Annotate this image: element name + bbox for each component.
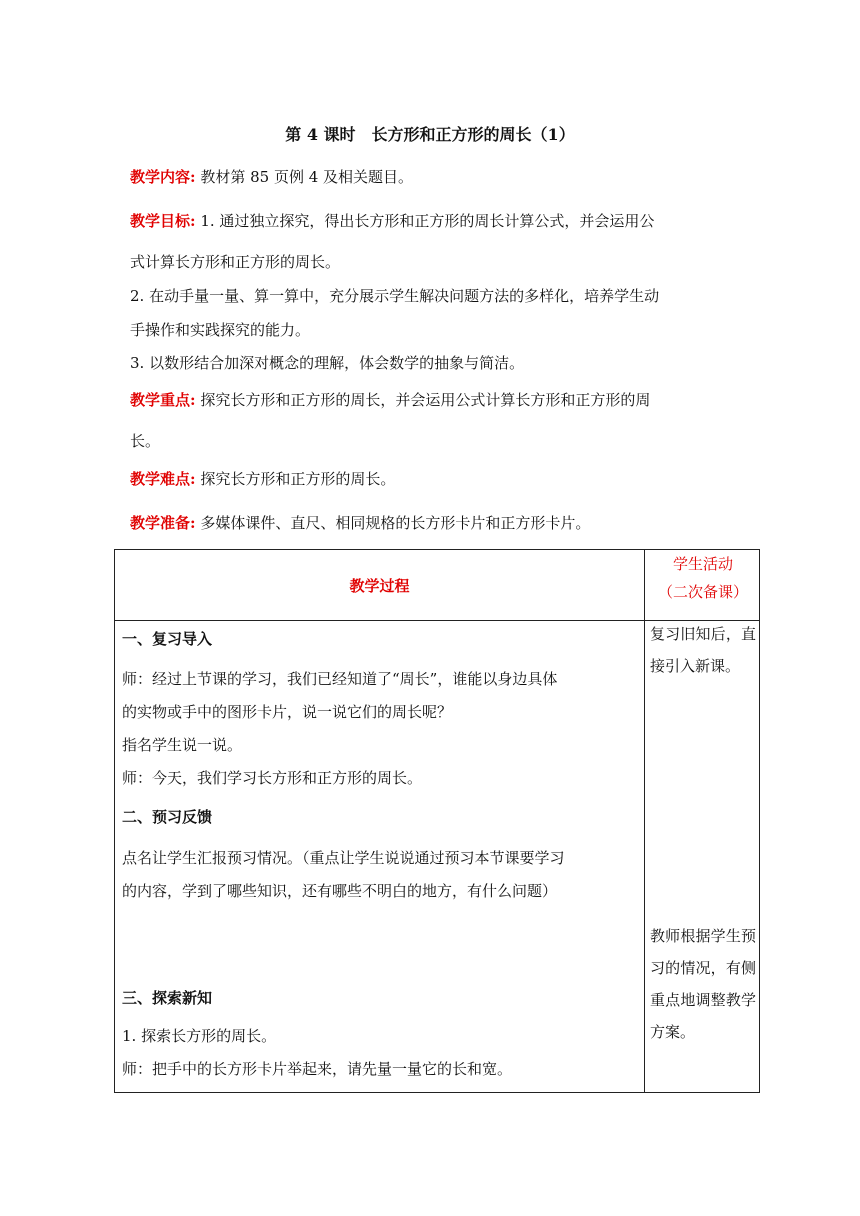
goals-line-4: 手操作和实践探究的能力。	[130, 321, 311, 339]
goals-line-1: 1. 通过独立探究，得出长方形和正方形的周长计算公式，并会运用公	[195, 212, 655, 230]
preparation-row	[130, 512, 590, 533]
content-text: 教材第 85 页例 4 及相关题目。	[195, 168, 414, 186]
preparation-label: 教学准备:	[130, 514, 196, 532]
lesson-title: 第 4 课时 长方形和正方形的周长（1）	[285, 125, 575, 144]
header-side-line-1: 学生活动	[672, 555, 733, 573]
section-2-line-1: 点名让学生汇报预习情况。（重点让学生说说通过预习本节课要学习	[122, 849, 565, 867]
goals-row	[130, 210, 654, 231]
column-divider	[644, 550, 645, 1092]
side-note-1: 复习旧知后，直接引入新课。	[650, 625, 756, 675]
key-points-label: 教学重点:	[130, 391, 196, 409]
side-note-2: 教师根据学生预习的情况，有侧重点地调整教学方案。	[650, 927, 756, 1041]
section-3-line-1: 1. 探索长方形的周长。	[122, 1027, 277, 1045]
key-points-line-1: 探究长方形和正方形的周长，并会运用公式计算长方形和正方形的周	[195, 391, 651, 409]
difficulty-label: 教学难点:	[130, 470, 196, 488]
goals-line-5: 3. 以数形结合加深对概念的理解，体会数学的抽象与简洁。	[130, 354, 525, 372]
section-1-line-1: 师：经过上节课的学习，我们已经知道了“周长”，谁能以身边具体	[122, 670, 558, 688]
lesson-process-table	[114, 549, 760, 1093]
section-1-line-2: 的实物或手中的图形卡片，说一说它们的周长呢？	[122, 703, 453, 721]
content-label: 教学内容:	[130, 168, 196, 186]
key-points-line-2: 长。	[130, 432, 161, 450]
header-student-activity	[645, 550, 761, 620]
goals-line-3: 2. 在动手量一量、算一算中，充分展示学生解决问题方法的多样化，培养学生动	[130, 287, 660, 305]
section-3-line-2: 师：把手中的长方形卡片举起来，请先量一量它的长和宽。	[122, 1060, 513, 1078]
header-side-line-2: （二次备课）	[657, 583, 748, 601]
preparation-text: 多媒体课件、直尺、相同规格的长方形卡片和正方形卡片。	[195, 514, 591, 532]
key-points-row	[130, 389, 650, 410]
header-teaching-process: 教学过程	[349, 576, 410, 595]
section-1-line-4: 师：今天，我们学习长方形和正方形的周长。	[122, 769, 423, 787]
section-3-title: 三、探索新知	[122, 989, 213, 1007]
content-row	[130, 166, 413, 187]
goals-label: 教学目标:	[130, 212, 196, 230]
difficulty-row	[130, 468, 395, 489]
section-2-title: 二、预习反馈	[122, 808, 213, 826]
section-2-line-2: 的内容，学到了哪些知识，还有哪些不明白的地方，有什么问题）	[122, 882, 558, 900]
difficulty-text: 探究长方形和正方形的周长。	[195, 470, 396, 488]
section-1-title: 一、复习导入	[122, 630, 213, 648]
section-1-line-3: 指名学生说一说。	[122, 736, 243, 754]
goals-line-2: 式计算长方形和正方形的周长。	[130, 253, 341, 271]
